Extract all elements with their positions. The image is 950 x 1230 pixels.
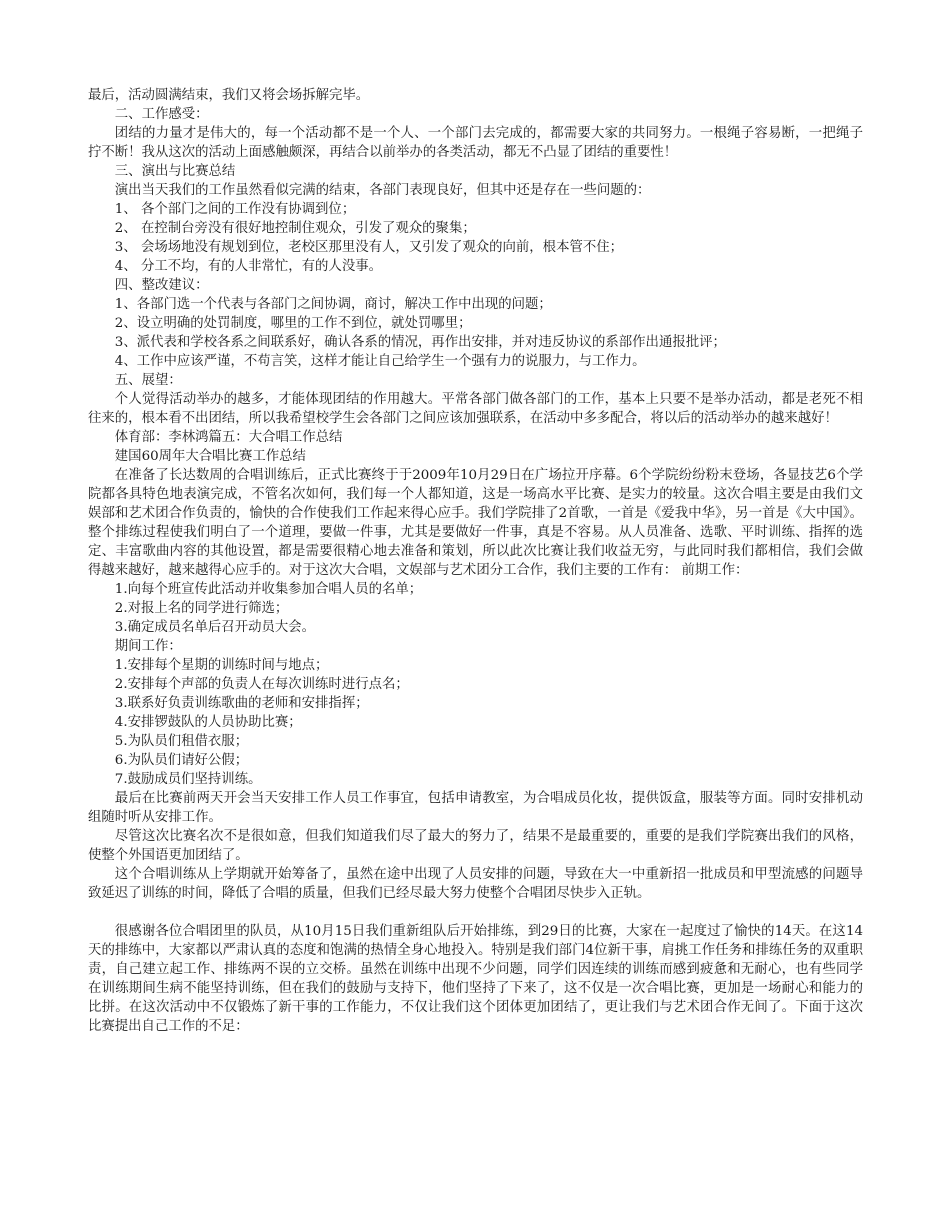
blank-line [88,903,863,922]
list-item: 1、各部门选一个代表与各部门之间协调，商讨，解决工作中出现的问题； [114,297,552,312]
paragraph: 很感谢各位合唱团里的队员，从10月15日我们重新组队后开始排练，到29日的比赛，大家在一起度过了愉快的14天。在这14天的排练中，大家都以严肃认真的态度和饱满的热情全身心地投入。特别是我们部门4位新干事，肩挑工作任务和排练任务的双重职责，自己建立起工作、排练两不误的立交桥。虽然在训练中出现不少问题，同学们因连续的训练而感到疲惫和无耐心，也有些同学在训练期间生病不能坚持训练，但在我们的鼓励与支持下，他们坚持了下来了，这不仅是一次合唱比赛，更加是一场耐心和能力的比拼。在这次活动中不仅锻炼了新干事的工作能力，不仅让我们这个团体更加团结了，更让我们与艺术团合作无间了。下面于这次比赛提出自己工作的不足： [88,924,863,1034]
list-item: 3.联系好负责训练歌曲的老师和安排指挥； [114,696,369,711]
list-item: 1、 各个部门之间的工作没有协调到位； [114,202,356,217]
section-heading: 期间工作： [114,639,182,654]
section-heading: 二、工作感受： [114,107,209,122]
list-item: 6.为队员们请好公假； [114,753,249,768]
list-item: 1.安排每个星期的训练时间与地点； [114,658,329,673]
paragraph: 在准备了长达数周的合唱训练后，正式比赛终于于2009年10月29日在广场拉开序幕。6个学院纷纷粉末登场，各显技艺6个学院都各具特色地表演完成，不管名次如何，我们每一个人都知道，这是一场高水平比赛、是实力的较量。这次合唱主要是由我们文娱部和艺术团合作负责的，愉快的合作使我们工作起来得心应手。我们学院排了2首歌，一首是《爱我中华》，另一首是《大中国》。整个排练过程使我们明白了一个道理，要做一件事，尤其是要做好一件事，真是不容易。从人员准备、选歌、平时训练、指挥的选定、丰富歌曲内容的其他设置，都是需要很精心地去准备和策划，所以此次比赛让我们收益无穷，与此同时我们都相信，我们会做得越来越好，越来越得心应手的。对于这次大合唱，文娱部与艺术团分工合作，我们主要的工作有： 前期工作： [88,468,863,578]
paragraph: 最后，活动圆满结束，我们又将会场拆解完毕。 [88,88,370,103]
document-title: 建国60周年大合唱比赛工作总结 [114,449,306,464]
section-heading: 三、演出与比赛总结 [114,164,236,179]
list-item: 2、设立明确的处罚制度，哪里的工作不到位，就处罚哪里； [114,316,472,331]
paragraph: 演出当天我们的工作虽然看似完满的结束，各部门表现良好，但其中还是存在一些问题的： [114,183,651,198]
paragraph: 个人觉得活动举办的越多，才能体现团结的作用越大。平常各部门做各部门的工作，基本上只要不是举办活动，都是老死不相往来的，根本看不出团结，所以我希望校学生会各部门之间应该加强联系，在活动中多多配合，将以后的活动举办的越来越好！ [88,392,863,426]
list-item: 3.确定成员名单后召开动员大会。 [114,620,316,635]
paragraph: 这个合唱训练从上学期就开始筹备了，虽然在途中出现了人员安排的问题，导致在大一中重新招一批成员和甲型流感的问题导致延迟了训练的时间，降低了合唱的质量，但我们已经尽最大努力使整个合唱团尽快步入正轨。 [88,867,863,901]
paragraph: 最后在比赛前两天开会当天安排工作人员工作事宜，包括申请教室，为合唱成员化妆，提供饭盒，服装等方面。同时安排机动组随时听从安排工作。 [88,791,863,825]
paragraph: 尽管这次比赛名次不是很如意，但我们知道我们尽了最大的努力了，结果不是最重要的，重要的是我们学院赛出我们的风格，使整个外国语更加团结了。 [88,829,863,863]
list-item: 3、派代表和学校各系之间联系好，确认各系的情况，再作出安排，并对违反协议的系部作出通报批评； [114,335,726,350]
section-heading: 五、展望： [114,373,182,388]
list-item: 3、 会场场地没有规划到位，老校区那里没有人，又引发了观众的向前，根本管不住； [114,240,624,255]
list-item: 4、 分工不均，有的人非常忙，有的人没事。 [114,259,382,274]
list-item: 4.安排锣鼓队的人员协助比赛； [114,715,302,730]
document-page [88,86,863,1036]
subtitle: 体育部：李林鸿篇五：大合唱工作总结 [114,430,343,445]
list-item: 7.鼓励成员们坚持训练。 [114,772,262,787]
paragraph: 团结的力量才是伟大的，每一个活动都不是一个人、一个部门去完成的，都需要大家的共同努力。一根绳子容易断，一把绳子拧不断！我从这次的活动上面感触颇深，再结合以前举办的各类活动，都无不凸显了团结的重要性！ [88,126,863,160]
list-item: 5.为队员们租借衣服； [114,734,249,749]
list-item: 1.向每个班宣传此活动并收集参加合唱人员的名单； [114,582,423,597]
section-heading: 四、整改建议： [114,278,209,293]
list-item: 2、 在控制台旁没有很好地控制住观众，引发了观众的聚集； [114,221,476,236]
list-item: 2.安排每个声部的负责人在每次训练时进行点名； [114,677,409,692]
list-item: 4、工作中应该严谨，不苟言笑，这样才能让自己给学生一个强有力的说服力，与工作力。 [114,354,646,369]
list-item: 2.对报上名的同学进行筛选； [114,601,289,616]
